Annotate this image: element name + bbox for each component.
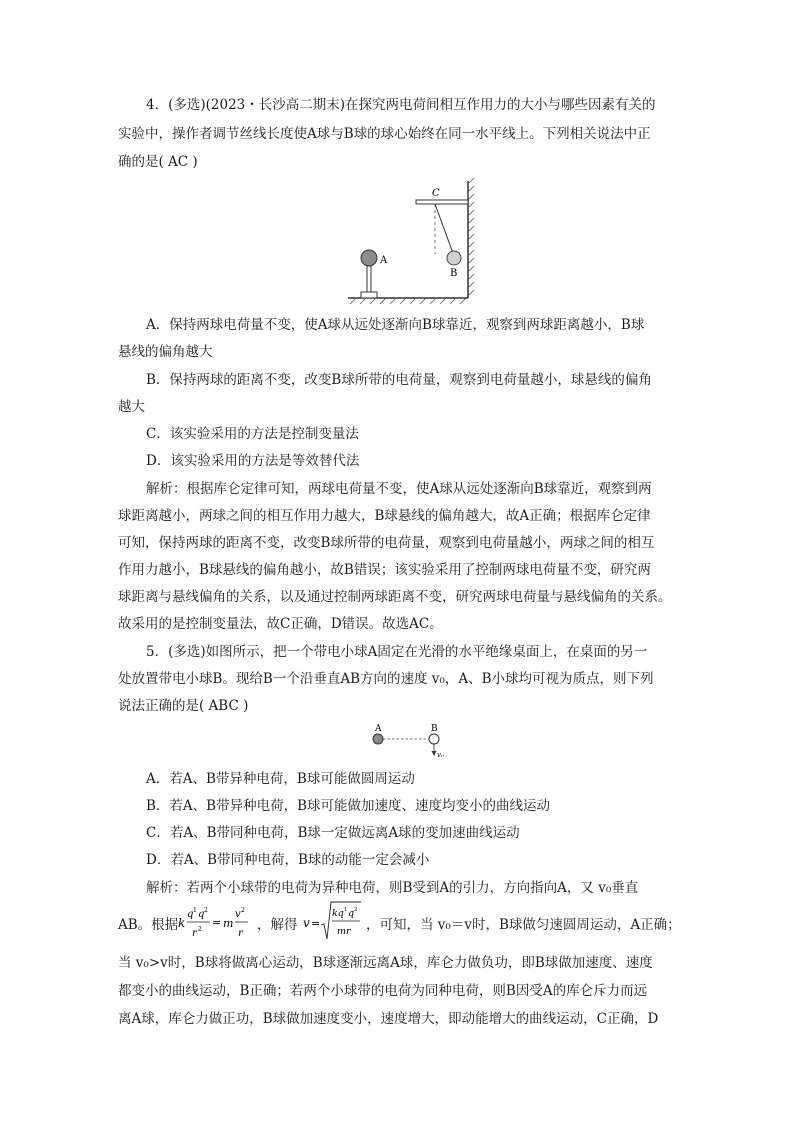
q4-option-a-line-1: A．保持两球电荷量不变，使A球从远处逐渐向B球靠近，观察到两球距离越小，B球 [146,317,645,333]
label-b: B [431,724,438,734]
thread [435,204,454,256]
label-c: C [432,188,440,199]
q4-stem-line-1: 4．(多选)(2023・长沙高二期末)在探究两电荷间相互作用力的大小与哪些因素有关的 [146,97,656,113]
coulomb-formula [178,903,254,943]
svg-text:mr: mr [337,926,351,937]
q5-solution-line-4: 都变小的曲线运动，B正确；若两个小球带的电荷为同种电荷，则B因受A的库仑斥力而远 [118,983,648,999]
label-v0: v₀ [437,751,444,759]
svg-text:=: = [311,917,321,930]
q5-solution-line-2-post: ，可知，当 v₀＝v时，B球做匀速圆周运动，A正确； [366,917,681,933]
velocity-formula [303,899,363,947]
svg-text:2: 2 [354,907,358,913]
q5-figure [368,720,448,760]
q4-option-a-line-2: 悬线的偏角越大 [118,344,213,360]
svg-text:2: 2 [241,907,245,914]
q4-stem-line-2: 实验中，操作者调节丝线长度使A球与B球的球心始终在同一水平线上。下列相关说法中正 [118,126,651,142]
svg-text:kq: kq [332,908,344,919]
q4-stem-line-3: 确的是( AC ) [118,154,198,170]
label-a: A [375,724,382,734]
svg-text:=: = [212,916,222,929]
label-a: A [380,255,388,266]
q4-option-b-line-2: 越大 [118,399,145,415]
svg-text:2: 2 [204,907,208,914]
wall-hatch [468,178,474,296]
floor-hatch [350,298,466,304]
q5-solution-line-3: 当 v₀>v时，B球将做离心运动，B球逐渐远离A球，库仑力做负功，即B球做加速度、速度 [118,955,653,971]
q4-option-c: C．该实验采用的方法是控制变量法 [146,426,359,442]
svg-text:k: k [178,916,186,930]
ball-a [361,250,377,266]
q5-solution-line-2-mid: ，解得 [257,917,298,933]
svg-text:1: 1 [344,907,348,913]
svg-text:q: q [187,909,194,920]
svg-text:v: v [303,916,310,930]
q5-option-b: B．若A、B带异种电荷，B球可能做加速度、速度均变小的曲线运动 [146,798,551,814]
insulating-stand [367,266,371,292]
svg-text:q: q [348,908,355,919]
q5-solution-line-5: 离A球，库仑力做正功，B球做加速度变小，速度增大，即动能增大的曲线运动，C正确，D [118,1011,659,1027]
velocity-arrowhead [432,751,437,756]
q5-option-a: A．若A、B带异种电荷，B球可能做圆周运动 [146,771,415,787]
ball-a [373,734,383,744]
svg-text:r: r [238,928,243,939]
q4-solution-line-2: 球距离越小，两球之间的相互作用力越大，B球悬线的偏角越大，故A正确；根据库仑定律 [118,508,651,524]
q5-solution-line-2-pre: AB。根据 [118,917,179,933]
q4-solution-line-3: 可知，保持两球的距离不变，改变B球所带的电荷量，观察到电荷量越小，两球之间的相互 [118,535,655,551]
svg-text:1: 1 [193,907,197,914]
q5-option-c: C．若A、B带同种电荷，B球一定做远离A球的变加速曲线运动 [146,825,520,841]
q4-solution-line-6: 故采用的是控制变量法，故C正确，D错误。故选AC。 [118,616,443,632]
svg-text:q: q [198,909,205,920]
q5-stem-line-1: 5．(多选)如图所示，把一个带电小球A固定在光滑的水平绝缘桌面上，在桌面的另一 [146,644,648,660]
stand-base [361,292,377,298]
q4-solution-line-5: 球距离与悬线偏角的关系，以及通过控制两球距离不变，研究两球电荷量与悬线偏角的关系。 [118,589,672,605]
q4-solution-line-1: 解析：根据库仑定律可知，两球电荷量不变，使A球从远处逐渐向B球靠近，观察到两 [146,481,652,497]
support-bar [416,200,468,204]
q5-stem-line-2: 处放置带电小球B。现给B一个沿垂直AB方向的速度 v₀，A、B小球均可视为质点，则下列 [118,671,654,687]
svg-text:v: v [235,909,241,920]
q5-option-d: D．若A、B带同种电荷，B球的动能一定会减小 [146,852,430,868]
label-b: B [450,268,458,279]
svg-text:r: r [192,928,197,939]
ball-b [447,251,461,265]
q4-solution-line-4: 作用力越小，B球悬线的偏角越小，故B错误；该实验采用了控制两球电荷量不变，研究两 [118,562,651,578]
q5-solution-line-1: 解析：若两个小球带的电荷为异种电荷，则B受到A的引力，方向指向A，又 v₀垂直 [146,880,639,896]
q4-option-b-line-1: B．保持两球的距离不变，改变B球所带的电荷量，观察到电荷量越小，球悬线的偏角 [146,372,652,388]
svg-text:m: m [223,917,234,930]
ball-b [429,734,439,744]
q4-figure [340,176,480,306]
q4-option-d: D．该实验采用的方法是等效替代法 [146,453,360,469]
q5-stem-line-3: 说法正确的是( ABC ) [118,698,249,714]
svg-text:2: 2 [198,926,202,933]
